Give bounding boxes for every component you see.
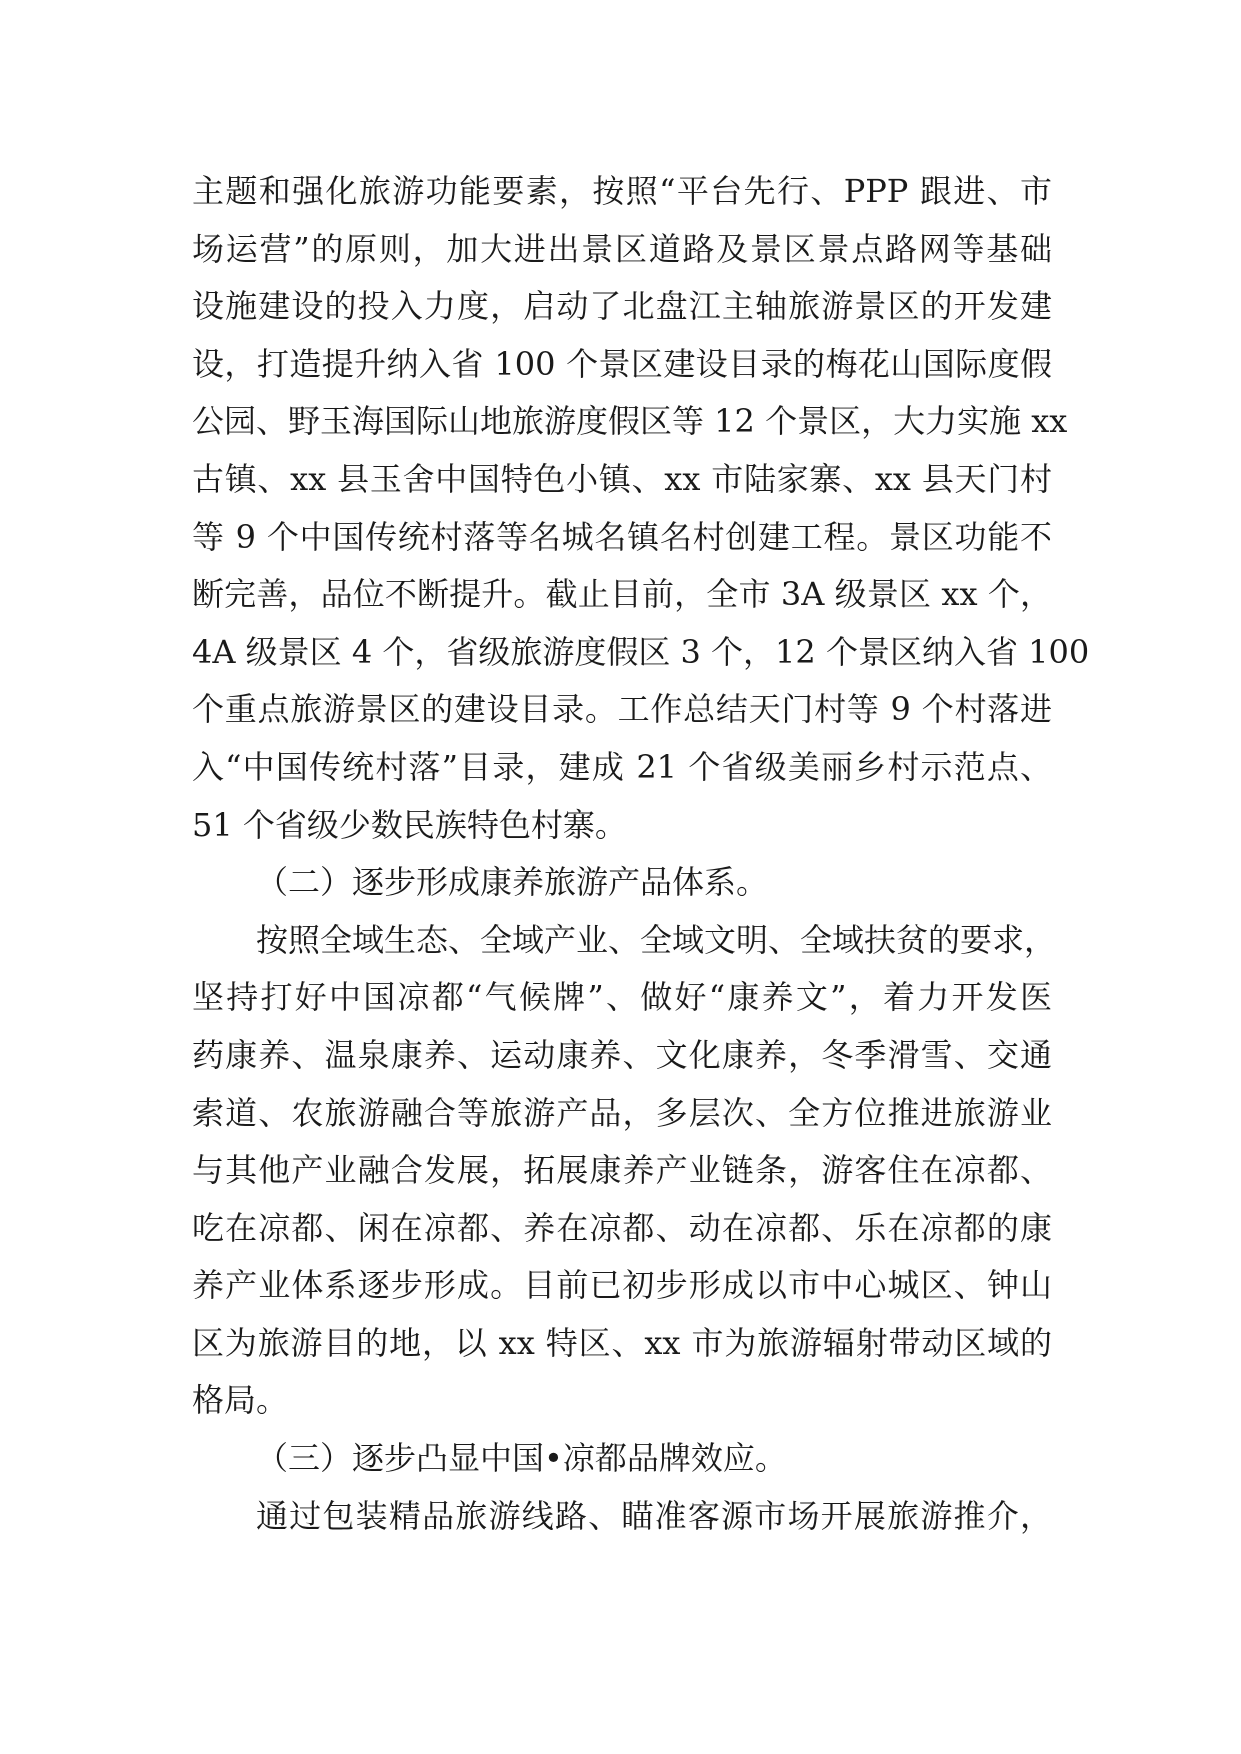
text-line: 坚持打好中国凉都“气候牌”、做好“康养文”，着力开发医 [192, 978, 1052, 1017]
text-line: 主题和强化旅游功能要素，按照“平台先行、PPP 跟进、市 [192, 172, 1052, 210]
text-line: 索道、农旅游融合等旅游产品，多层次、全方位推进旅游业 [192, 1093, 1052, 1132]
text-line: 通过包装精品旅游线路、瞄准客源市场开展旅游推介， [256, 1496, 1052, 1535]
text-line: 药康养、温泉康养、运动康养、文化康养，冬季滑雪、交通 [192, 1035, 1052, 1074]
paragraph-1 [192, 163, 1090, 854]
section-heading-2: （二）逐步形成康养旅游产品体系。 [256, 863, 769, 902]
text-line: 设，打造提升纳入省 100 个景区建设目录的梅花山国际度假 [192, 344, 1052, 383]
text-line: 区为旅游目的地，以 xx 特区、xx 市为旅游辐射带动区域的 [192, 1323, 1052, 1362]
text-line: 养产业体系逐步形成。目前已初步形成以市中心城区、钟山 [192, 1266, 1052, 1305]
paragraph-2 [192, 912, 1057, 1430]
paragraph-3 [192, 1488, 1052, 1546]
text-line: 51 个省级少数民族特色村寨。 [192, 805, 627, 844]
text-line: 设施建设的投入力度，启动了北盘江主轴旅游景区的开发建 [192, 287, 1052, 326]
text-line: 断完善，品位不断提升。截止目前，全市 3A 级景区 xx 个， [192, 575, 1052, 614]
text-line: 4A 级景区 4 个，省级旅游度假区 3 个，12 个景区纳入省 100 [192, 632, 1090, 671]
text-line: 场运营”的原则，加大进出景区道路及景区景点路网等基础 [192, 229, 1052, 268]
document-page [192, 163, 1090, 1545]
text-line: 与其他产业融合发展，拓展康养产业链条，游客住在凉都、 [192, 1151, 1052, 1190]
text-line: 入“中国传统村落”目录，建成 21 个省级美丽乡村示范点、 [192, 747, 1052, 786]
text-line: 等 9 个中国传统村落等名城名镇名村创建工程。景区功能不 [192, 517, 1052, 556]
text-line: 个重点旅游景区的建设目录。工作总结天门村等 9 个村落进 [192, 690, 1052, 729]
text-line: 公园、野玉海国际山地旅游度假区等 12 个景区，大力实施 xx [192, 402, 1068, 441]
text-line: 吃在凉都、闲在凉都、养在凉都、动在凉都、乐在凉都的康 [192, 1208, 1052, 1247]
section-heading-3: （三）逐步凸显中国•凉都品牌效应。 [256, 1439, 787, 1478]
text-line: 古镇、xx 县玉舍中国特色小镇、xx 市陆家寨、xx 县天门村 [192, 459, 1052, 498]
text-line: 按照全域生态、全域产业、全域文明、全域扶贫的要求， [256, 920, 1057, 959]
text-line: 格局。 [192, 1381, 289, 1420]
